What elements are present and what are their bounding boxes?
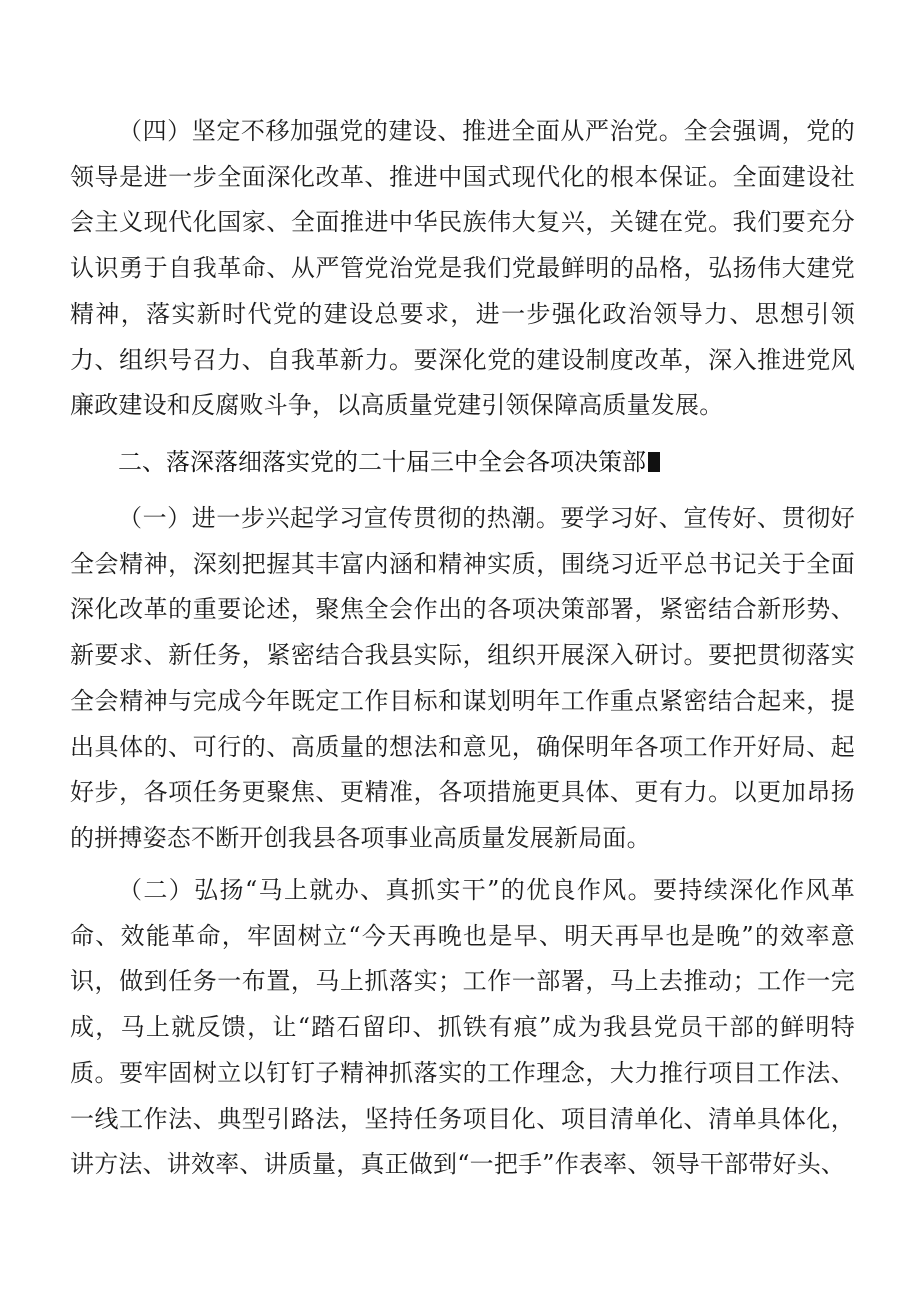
paragraph-party-building: （四）坚定不移加强党的建设、推进全面从严治党。全会强调，党的领导是进一步全面深化改革、推进中国式现代化的根本保证。全面建设社会主义现代化国家、全面推进中华民族伟大复兴，关键在党。我们要充分认识勇于自我革命、从严管党治党是我们党最鲜明的品格，弘扬伟大建党精神，落实新时代党的建设总要求，进一步强化政治领导力、思想引领力、组织号召力、自我革新力。要深化党的建设制度改革，深入推进党风廉政建设和反腐败斗争，以高质量党建引领保障高质量发展。 <box>70 117 855 420</box>
section-heading <box>70 440 855 485</box>
section-heading-text: 二、落深落细落实党的二十届三中全会各项决策部 <box>118 448 646 476</box>
paragraph-work-style: （二）弘扬“马上就办、真抓实干”的优良作风。要持续深化作风革命、效能革命，牢固树立“今天再晚也是早、明天再早也是晚”的效率意识，做到任务一布置，马上抓落实；工作一部署，马上去推动；工作一完成，马上就反馈，让“踏石留印、抓铁有痕”成为我县党员干部的鲜明特质。要牢固树立以钉钉子精神抓落实的工作理念，大力推行项目工作法、一线工作法、典型引路法，坚持任务项目化、项目清单化、清单具体化，讲方法、讲效率、讲质量，真正做到“一把手”作表率、领导干部带好头、 <box>70 876 855 1179</box>
cursor-block-icon <box>648 452 660 472</box>
paragraph-study-promotion: （一）进一步兴起学习宣传贯彻的热潮。要学习好、宣传好、贯彻好全会精神，深刻把握其丰富内涵和精神实质，围绕习近平总书记关于全面深化改革的重要论述，聚焦全会作出的各项决策部署，紧密结合新形势、新要求、新任务，紧密结合我县实际，组织开展深入研讨。要把贯彻落实全会精神与完成今年既定工作目标和谋划明年工作重点紧密结合起来，提出具体的、可行的、高质量的想法和意见，确保明年各项工作开好局、起好步，各项任务更聚焦、更精准，各项措施更具体、更有力。以更加昂扬的拼搏姿态不断开创我县各项事业高质量发展新局面。 <box>70 504 855 852</box>
